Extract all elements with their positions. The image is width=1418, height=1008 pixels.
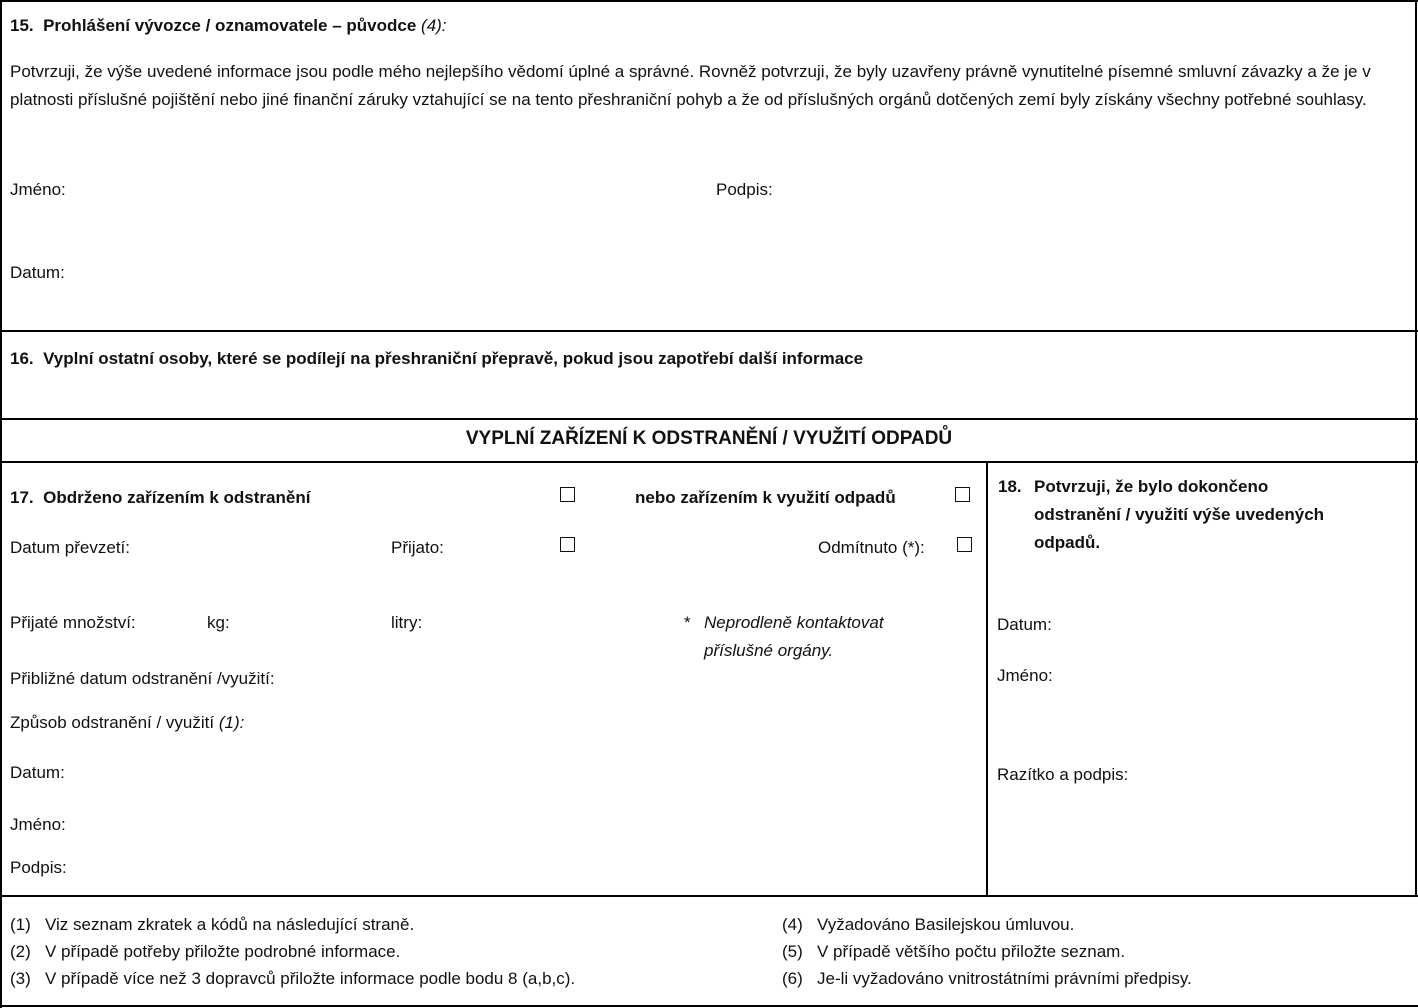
footnote-6-text: Je-li vyžadováno vnitrostátními právními předpisy. [817, 969, 1192, 988]
border-bottom [0, 1005, 1418, 1007]
section-15-signature-label: Podpis: [716, 180, 773, 199]
section-17-number: 17. [10, 488, 34, 507]
rejection-asterisk: * [684, 613, 691, 632]
section-18-title-line2: odstranění / využití výše uvedených [1034, 505, 1325, 524]
border-left [0, 0, 2, 1008]
section-15-name-label: Jméno: [10, 180, 66, 199]
divider-header-17 [0, 461, 1418, 463]
section-15-title [10, 12, 447, 40]
accepted-checkbox[interactable] [560, 537, 575, 552]
section-18-date-label: Datum: [997, 615, 1052, 634]
section-17-signature-label: Podpis: [10, 858, 67, 877]
method-label-text: Způsob odstranění / využití [10, 713, 215, 732]
section-15-date-label: Datum: [10, 263, 65, 282]
footnote-2-number: (2) [10, 942, 31, 961]
liters-label: litry: [391, 613, 423, 632]
section-18-title-line3: odpadů. [1034, 533, 1101, 552]
section-16-title-text: Vyplní ostatní osoby, které se podílejí na přeshraniční přepravě, pokud jsou zapotřebí další informace [43, 349, 864, 368]
footnote-5-text: V případě většího počtu přiložte seznam. [817, 942, 1126, 961]
section-15-title-text: Prohlášení vývozce / oznamovatele – původce [43, 16, 417, 35]
accepted-label: Přijato: [391, 538, 444, 557]
method-label [10, 709, 244, 737]
section-17-date-label: Datum: [10, 763, 65, 782]
footnote-2-text: V případě potřeby přiložte podrobné informace. [45, 942, 401, 961]
section-17-name-label: Jméno: [10, 815, 66, 834]
border-top [0, 0, 1418, 2]
section-18-title-line1: Potvrzuji, že bylo dokončeno [1034, 477, 1269, 496]
rejection-note-line2: příslušné orgány. [704, 641, 834, 660]
section-15-note: (4): [421, 16, 447, 35]
quantity-label: Přijaté množství: [10, 613, 136, 632]
section-18-stamp-label: Razítko a podpis: [997, 765, 1129, 784]
footnote-5-number: (5) [782, 942, 803, 961]
rejected-checkbox[interactable] [957, 537, 972, 552]
footnote-3-text: V případě více než 3 dopravců přiložte informace podle bodu 8 (a,b,c). [45, 969, 576, 988]
method-note: (1): [218, 713, 245, 732]
footnote-1-number: (1) [10, 915, 31, 934]
section-17-title [10, 484, 310, 512]
rejection-note-line1: Neprodleně kontaktovat [704, 613, 884, 632]
divider-footnotes [0, 895, 1418, 897]
footnote-1-text: Viz seznam zkratek a kódů na následující straně. [45, 915, 415, 934]
section-18-number: 18. [998, 477, 1022, 496]
divider-16-header [0, 418, 1418, 420]
divider-17-18 [986, 461, 988, 897]
divider-15-16 [0, 330, 1418, 332]
rejected-label: Odmítnuto (*): [818, 538, 925, 557]
footnote-4-number: (4) [782, 915, 803, 934]
receipt-date-label: Datum převzetí: [10, 538, 130, 557]
approx-date-label: Přibližné datum odstranění /využití: [10, 669, 275, 688]
footnote-4-text: Vyžadováno Basilejskou úmluvou. [817, 915, 1075, 934]
section-15-declaration: Potvrzuji, že výše uvedené informace jsou podle mého nejlepšího vědomí úplné a správné. Rovněž potvrzuji, že byly uzavřeny právně vynutitelné písemné smluvní závazky a že je v platnosti příslušné pojištění nebo jiné finanční záruky vztahující se na tento přeshraniční pohyb a že od příslušných orgánů dotčených zemí byly získány všechny potřebné souhlasy. [10, 62, 1371, 109]
recovery-facility-label: nebo zařízením k využití odpadů [635, 488, 896, 507]
footnote-6-number: (6) [782, 969, 803, 988]
section-15-number: 15. [10, 16, 34, 35]
footnote-3-number: (3) [10, 969, 31, 988]
kg-label: kg: [207, 613, 230, 632]
section-16-number: 16. [10, 349, 34, 368]
section-18-name-label: Jméno: [997, 666, 1053, 685]
recovery-checkbox[interactable] [955, 487, 970, 502]
section-16-title [10, 345, 863, 373]
facility-header: VYPLNÍ ZAŘÍZENÍ K ODSTRANĚNÍ / VYUŽITÍ ODPADŮ [465, 428, 953, 449]
disposal-checkbox[interactable] [560, 487, 575, 502]
section-17-title-text: Obdrženo zařízením k odstranění [43, 488, 311, 507]
